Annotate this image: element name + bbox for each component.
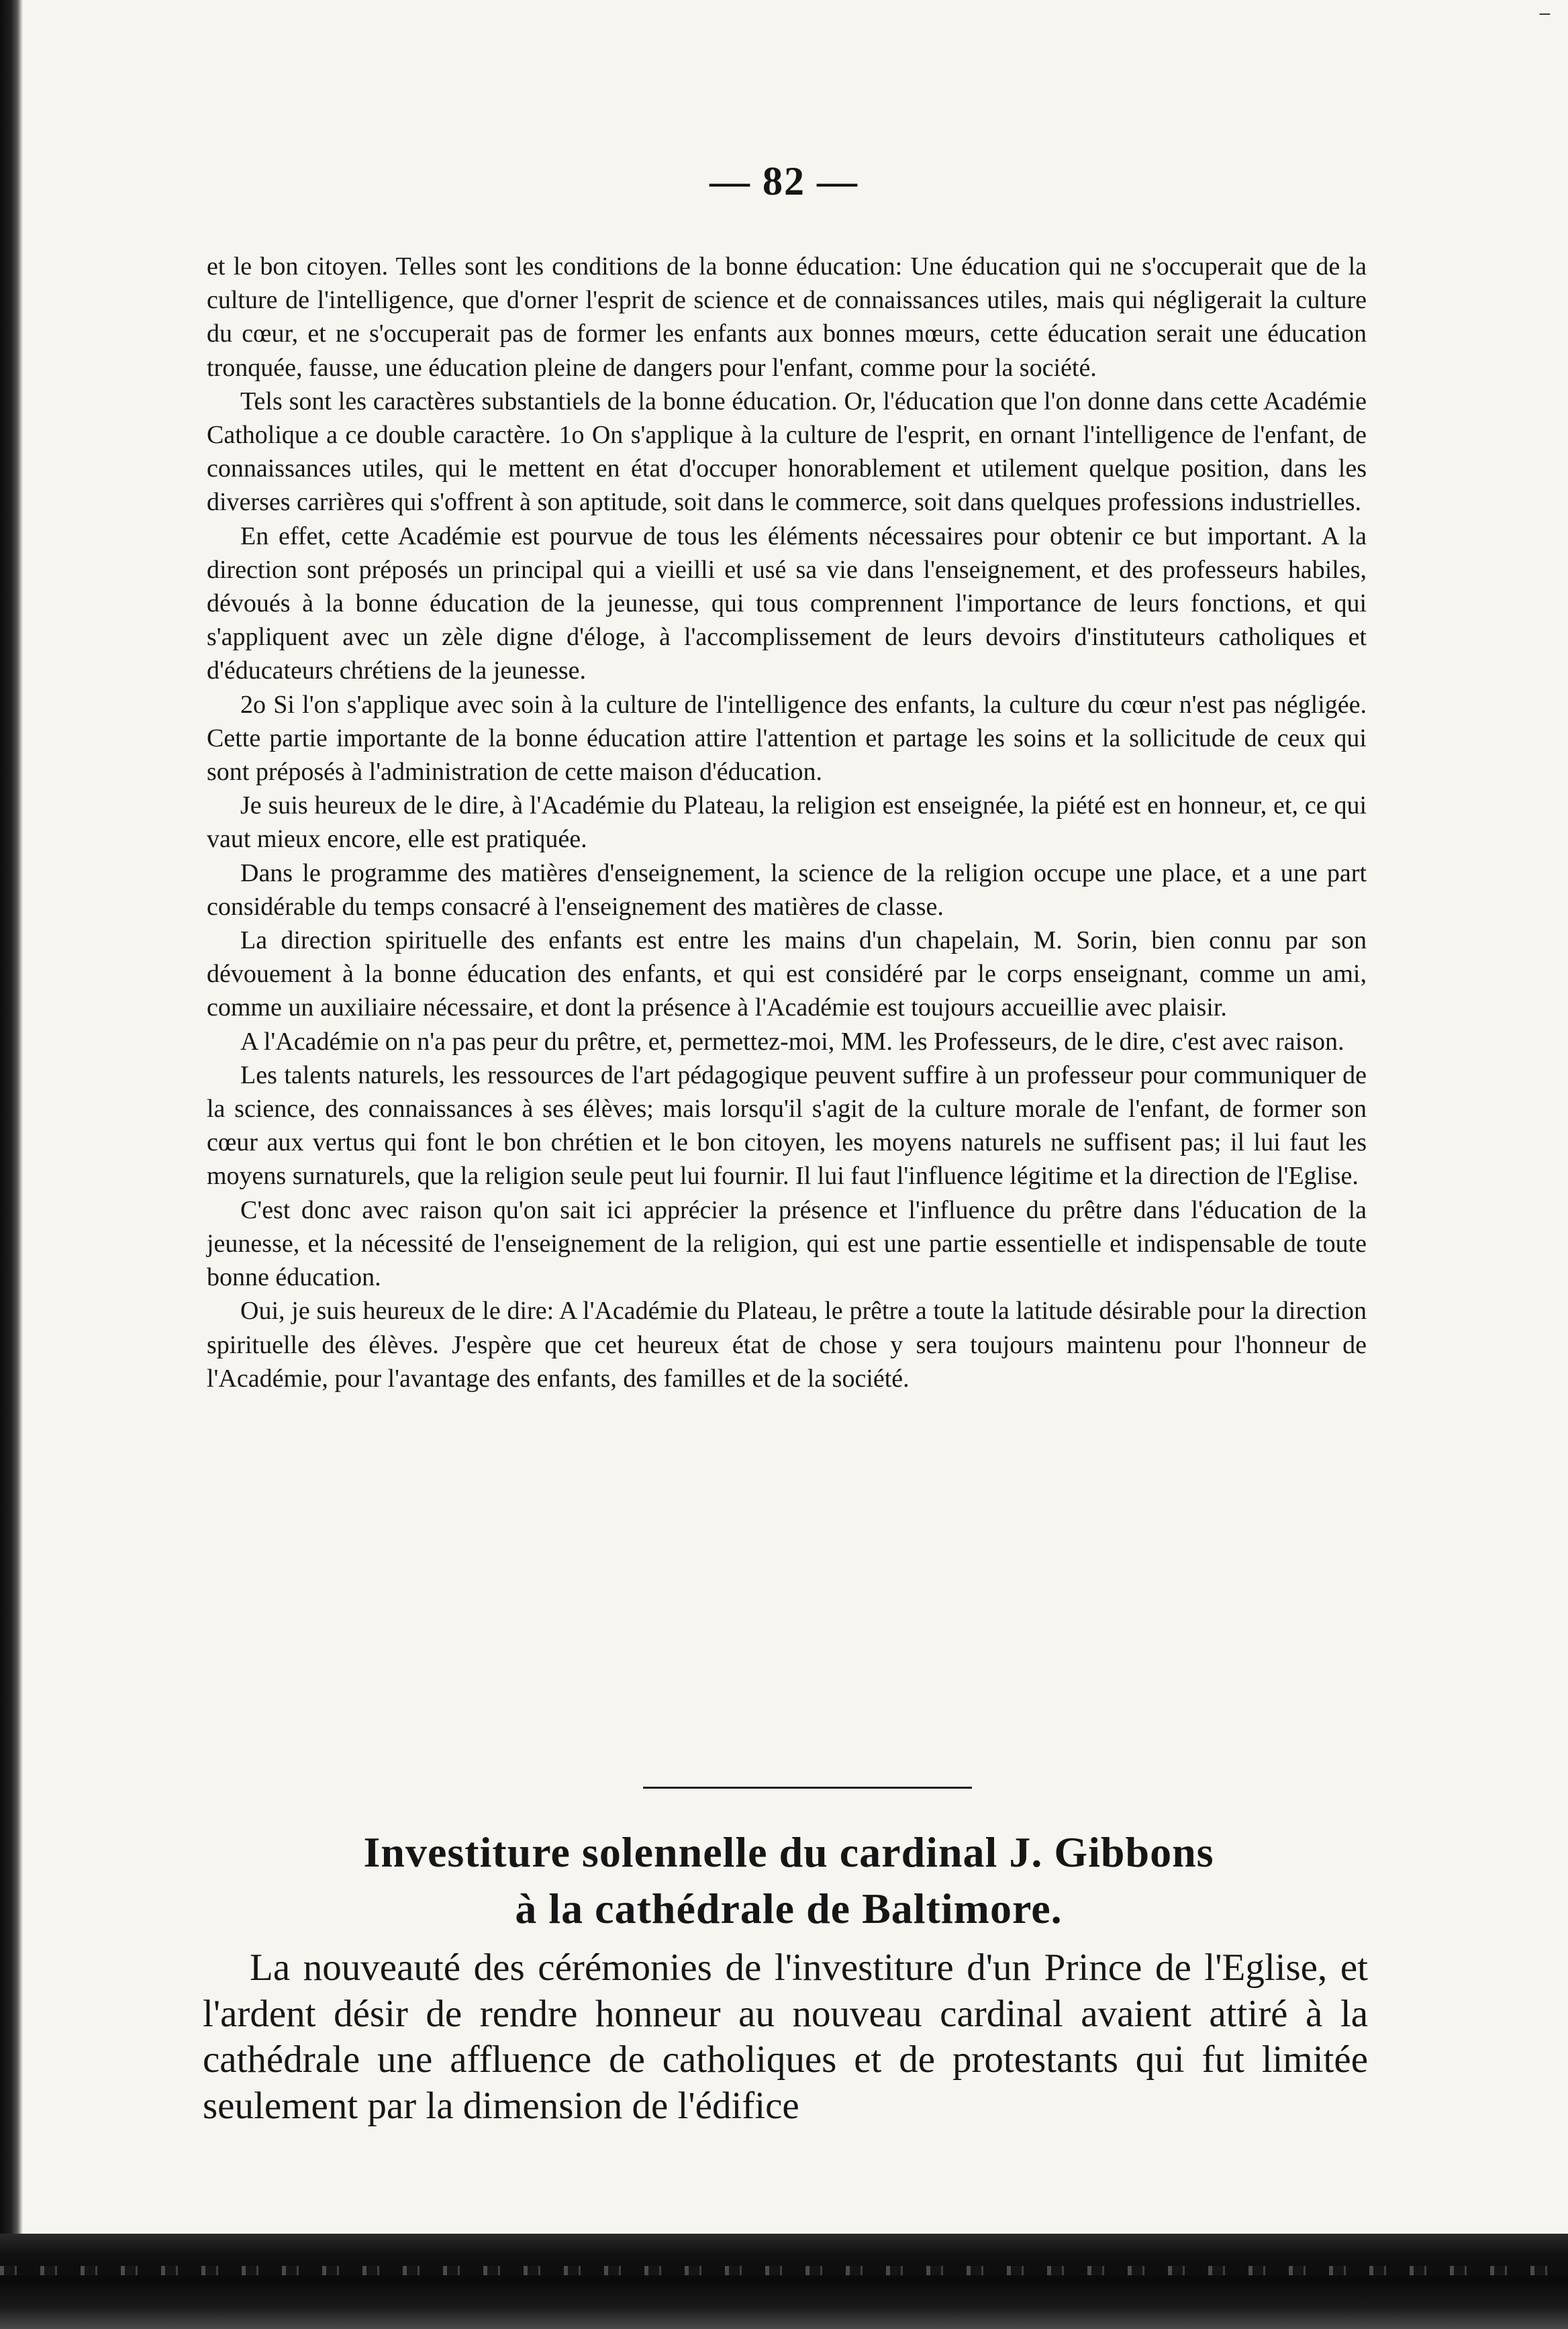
paragraph: 2o Si l'on s'applique avec soin à la culture de l'intelligence des enfants, la culture du cœur n'est pas négligée. Cette partie importante de la bonne éducation attire l'attention et partage les soins et la sollicitude de ceux qui sont préposés à l'administration de cette maison d'éducation. [207,690,1367,787]
page-number: — 82 — [709,159,859,203]
article-title-line-1: Investiture solennelle du cardinal J. Gibbons [363,1828,1214,1876]
article-title-line-2: à la cathédrale de Baltimore. [515,1885,1063,1932]
paragraph: En effet, cette Académie est pourvue de tous les éléments nécessaires pour obtenir ce but important. A la direction sont préposés un principal qui a vieilli et usé sa vie dans l'enseignement, et des professeurs habiles, dévoués à la bonne éducation de la jeunesse, qui tous comprennent l'importance de leurs fonctions, et qui s'appliquent avec un zèle digne d'éloge, à l'accomplissement de leurs devoirs d'instituteurs catholiques et d'éducateurs chrétiens de la jeunesse. [207,522,1367,685]
paragraph: Tels sont les caractères substantiels de la bonne éducation. Or, l'éducation que l'on donne dans cette Académie Catholique a ce double caractère. 1o On s'applique à la culture de l'esprit, en ornant l'intelligence de l'enfant, de connaissances utiles, qui le mettent en état d'occuper honorablement et utilement quelque position, dans les diverses carrières qui s'offrent à son aptitude, soit dans le commerce, soit dans quelques professions industrielles. [207,387,1367,517]
page-binding-edge [0,0,23,2329]
paragraph: C'est donc avec raison qu'on sait ici apprécier la présence et l'influence du prêtre dans l'éducation de la jeunesse, et la nécessité de l'enseignement de la religion, qui est une partie essentielle et indispensable de toute bonne éducation. [207,1195,1367,1292]
paragraph: A l'Académie on n'a pas peur du prêtre, et, permettez-moi, MM. les Professeurs, de le dire, c'est avec raison. [240,1027,1344,1056]
body-text [207,250,1367,1395]
paragraph: Les talents naturels, les ressources de l'art pédagogique peuvent suffire à un professeur pour communiquer de la science, des connaissances à ses élèves; mais lorsqu'il s'agit de la culture morale de l'enfant, de former son cœur aux vertus qui font le bon chrétien et le bon citoyen, les moyens naturels ne suffisent pas; il lui faut les moyens surnaturels, que la religion seule peut lui fournir. Il lui faut l'influence légitime et la direction de l'Eglise. [207,1060,1367,1191]
paragraph: La direction spirituelle des enfants est entre les mains d'un chapelain, M. Sorin, bien connu par son dévouement à la bonne éducation des enfants, et qui est considéré par le corps enseignant, comme un ami, comme un auxiliaire nécessaire, et dont la présence à l'Académie est toujours accueillie avec plaisir. [207,926,1367,1022]
paragraph: Oui, je suis heureux de le dire: A l'Académie du Plateau, le prêtre a toute la latitude désirable pour la direction spirituelle des élèves. J'espère que cet heureux état de chose y sera toujours maintenu pour l'honneur de l'Académie, pour l'avantage des enfants, des familles et de la société. [207,1297,1367,1393]
section-divider [643,1787,972,1789]
paragraph: et le bon citoyen. Telles sont les conditions de la bonne éducation: Une éducation qui ne s'occuperait que de la culture de l'intelligence, que d'orner l'esprit de science et de connaissances utiles, mais qui négligerait la culture du cœur, et ne s'occuperait pas de former les enfants aux bonnes mœurs, cette éducation serait une éducation tronquée, fausse, une éducation pleine de dangers pour l'enfant, comme pour la société. [207,252,1367,382]
paragraph: Je suis heureux de le dire, à l'Académie du Plateau, la religion est enseignée, la piété est en honneur, et, ce qui vaut mieux encore, elle est pratiquée. [207,791,1367,854]
article-title [195,1824,1383,1937]
scan-bottom-border [0,2234,1568,2329]
corner-scan-mark: ⁻ [1537,3,1552,34]
article-body [203,1945,1368,2129]
paragraph: Dans le programme des matières d'enseignement, la science de la religion occupe une place, et a une part considérable du temps consacré à l'enseignement des matières de classe. [207,858,1367,921]
article-paragraph: La nouveauté des cérémonies de l'investiture d'un Prince de l'Eglise, et l'ardent désir de rendre honneur au nouveau cardinal avaient attiré à la cathédrale une affluence de catholiques et de protestants qui fut limitée seulement par la dimension de l'édifice [203,1946,1368,2127]
